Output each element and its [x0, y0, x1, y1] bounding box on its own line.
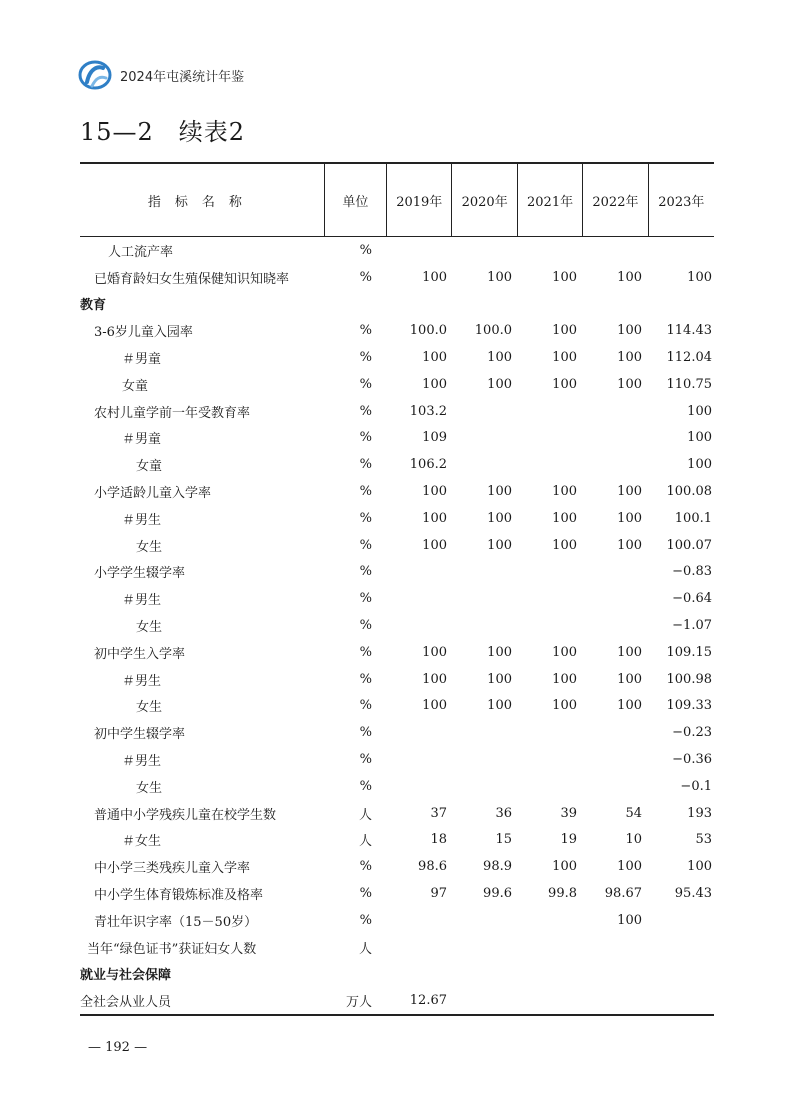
- value-cell: 18: [430, 832, 447, 848]
- header-year: 2022年: [583, 164, 648, 236]
- value-cell: 99.6: [483, 886, 512, 902]
- indicator-name: 初中学生辍学率: [94, 727, 186, 743]
- value-cell: 106.2: [409, 457, 447, 473]
- table-title: 15—2 续表2: [80, 118, 246, 146]
- table-row: [80, 344, 714, 371]
- unit-cell: 人: [358, 834, 372, 850]
- page-header: [78, 58, 244, 92]
- value-cell: 100: [687, 457, 712, 473]
- value-cell: 112.04: [666, 350, 712, 366]
- value-cell: 100: [617, 484, 642, 500]
- indicator-name: 3-6岁儿童入园率: [94, 325, 193, 341]
- value-cell: 98.6: [418, 859, 447, 875]
- value-cell: 98.67: [604, 886, 642, 902]
- indicator-name: 女童: [136, 459, 163, 475]
- table-row: [80, 532, 714, 559]
- section-row: [80, 291, 714, 318]
- value-cell: 10: [625, 832, 642, 848]
- value-cell: 100: [422, 484, 447, 500]
- indicator-name: 教育: [80, 298, 107, 314]
- unit-cell: %: [359, 618, 372, 634]
- value-cell: 100: [617, 859, 642, 875]
- value-cell: 100: [487, 698, 512, 714]
- value-cell: 100: [487, 537, 512, 553]
- value-cell: 100: [487, 671, 512, 687]
- indicator-name: 中小学生体育锻炼标准及格率: [94, 888, 264, 904]
- value-cell: 103.2: [409, 403, 447, 419]
- value-cell: 100: [422, 510, 447, 526]
- value-cell: 97: [430, 886, 447, 902]
- indicator-name: 当年“绿色证书”获证妇女人数: [87, 941, 257, 957]
- value-cell: 12.67: [409, 993, 447, 1009]
- value-cell: 100: [617, 510, 642, 526]
- indicator-name: 小学适龄儿童入学率: [94, 486, 212, 502]
- value-cell: 100.07: [666, 537, 712, 553]
- table-bottom-rule: [80, 1014, 714, 1016]
- table-row: [80, 237, 714, 264]
- value-cell: 100.08: [666, 484, 712, 500]
- value-cell: 100: [552, 671, 577, 687]
- unit-cell: %: [359, 912, 372, 928]
- indicator-name: ＃男童: [122, 432, 162, 448]
- indicator-name: 青壮年识字率（15－50岁）: [94, 914, 258, 930]
- value-cell: 109: [422, 430, 447, 446]
- unit-cell: %: [359, 323, 372, 339]
- value-cell: 100: [687, 269, 712, 285]
- table-row: [80, 934, 714, 961]
- unit-cell: %: [359, 778, 372, 794]
- unit-cell: 万人: [345, 995, 372, 1011]
- indicator-name: 普通中小学残疾儿童在校学生数: [94, 807, 277, 823]
- value-cell: −0.1: [680, 778, 712, 794]
- table-row: [80, 719, 714, 746]
- value-cell: 19: [560, 832, 577, 848]
- unit-cell: %: [359, 644, 372, 660]
- value-cell: 99.8: [548, 886, 577, 902]
- table-row: [80, 264, 714, 291]
- value-cell: 100: [552, 859, 577, 875]
- indicator-name: ＃男生: [122, 512, 162, 528]
- value-cell: 100: [552, 323, 577, 339]
- value-cell: 36: [495, 805, 512, 821]
- value-cell: 100: [552, 350, 577, 366]
- indicator-name: 全社会从业人员: [80, 995, 172, 1011]
- indicator-name: 已婚育龄妇女生殖保健知识知晓率: [94, 271, 290, 287]
- value-cell: 39: [560, 805, 577, 821]
- table-row: [80, 853, 714, 880]
- value-cell: 100: [422, 269, 447, 285]
- table-body: [80, 237, 714, 1014]
- value-cell: 110.75: [666, 376, 712, 392]
- value-cell: 37: [430, 805, 447, 821]
- header-year: 2023年: [658, 194, 705, 210]
- header-year: 2020年: [452, 164, 517, 236]
- unit-cell: %: [359, 510, 372, 526]
- value-cell: 100: [422, 350, 447, 366]
- header-year: 2021年: [518, 164, 583, 236]
- value-cell: 193: [687, 805, 712, 821]
- value-cell: 100: [617, 269, 642, 285]
- indicator-name: 中小学三类残疾儿童入学率: [94, 861, 251, 877]
- unit-cell: 人: [358, 807, 372, 823]
- value-cell: 100: [487, 510, 512, 526]
- unit-cell: %: [359, 752, 372, 768]
- table-row: [80, 398, 714, 425]
- book-title: 2024年屯溪统计年鉴: [120, 69, 245, 85]
- value-cell: 98.9: [483, 859, 512, 875]
- value-cell: 100: [487, 376, 512, 392]
- unit-cell: %: [359, 457, 372, 473]
- value-cell: 100: [552, 269, 577, 285]
- value-cell: 100: [687, 403, 712, 419]
- table-row: [80, 371, 714, 398]
- unit-cell: %: [359, 242, 372, 258]
- table-row: [80, 451, 714, 478]
- indicator-name: ＃男生: [122, 593, 162, 609]
- indicator-name: 小学学生辍学率: [94, 566, 186, 582]
- indicator-name: ＃男童: [122, 352, 162, 368]
- indicator-name: 人工流产率: [108, 244, 174, 260]
- value-cell: 95.43: [674, 886, 712, 902]
- value-cell: 100: [617, 644, 642, 660]
- value-cell: 100: [617, 537, 642, 553]
- indicator-name: 农村儿童学前一年受教育率: [94, 405, 251, 421]
- statistics-table: [80, 162, 714, 1016]
- value-cell: 100: [422, 644, 447, 660]
- value-cell: 100: [552, 537, 577, 553]
- indicator-name: ＃男生: [122, 673, 162, 689]
- table-row: [80, 773, 714, 800]
- indicator-name: 女生: [136, 780, 163, 796]
- table-row: [80, 505, 714, 532]
- value-cell: −0.23: [672, 725, 712, 741]
- unit-cell: %: [359, 725, 372, 741]
- value-cell: 100: [552, 510, 577, 526]
- value-cell: 100: [617, 698, 642, 714]
- value-cell: 109.33: [666, 698, 712, 714]
- value-cell: 100: [487, 484, 512, 500]
- value-cell: 15: [495, 832, 512, 848]
- value-cell: 100.1: [674, 510, 712, 526]
- table-row: [80, 585, 714, 612]
- unit-cell: %: [359, 859, 372, 875]
- table-row: [80, 317, 714, 344]
- value-cell: 100: [552, 376, 577, 392]
- header-indicator-name: 指标名称: [80, 164, 325, 236]
- value-cell: 109.15: [666, 644, 712, 660]
- table-row: [80, 612, 714, 639]
- value-cell: −0.83: [672, 564, 712, 580]
- table-header: [80, 164, 714, 237]
- header-unit: 单位: [325, 164, 387, 236]
- value-cell: 100: [422, 671, 447, 687]
- table-row: [80, 827, 714, 854]
- value-cell: −1.07: [672, 618, 712, 634]
- table-row: [80, 478, 714, 505]
- section-row: [80, 961, 714, 988]
- value-cell: 100.0: [409, 323, 447, 339]
- value-cell: 100: [552, 698, 577, 714]
- value-cell: 53: [695, 832, 712, 848]
- table-row: [80, 746, 714, 773]
- table-row: [80, 907, 714, 934]
- value-cell: 114.43: [666, 323, 712, 339]
- value-cell: 100: [617, 912, 642, 928]
- indicator-name: 就业与社会保障: [80, 968, 172, 984]
- unit-cell: %: [359, 564, 372, 580]
- table-row: [80, 425, 714, 452]
- value-cell: 100.98: [666, 671, 712, 687]
- unit-cell: %: [359, 269, 372, 285]
- value-cell: 100: [617, 376, 642, 392]
- indicator-name: 女生: [136, 620, 163, 636]
- indicator-name: 女生: [136, 700, 163, 716]
- value-cell: 100: [422, 537, 447, 553]
- value-cell: 100: [617, 671, 642, 687]
- value-cell: 100: [552, 484, 577, 500]
- value-cell: 100: [422, 698, 447, 714]
- unit-cell: %: [359, 430, 372, 446]
- unit-cell: %: [359, 350, 372, 366]
- value-cell: 100: [487, 644, 512, 660]
- table-row: [80, 666, 714, 693]
- indicator-name: 女生: [136, 539, 163, 555]
- value-cell: 100: [422, 376, 447, 392]
- unit-cell: %: [359, 403, 372, 419]
- value-cell: 100: [687, 859, 712, 875]
- indicator-name: 初中学生入学率: [94, 646, 186, 662]
- value-cell: 100: [552, 644, 577, 660]
- value-cell: −0.64: [672, 591, 712, 607]
- value-cell: −0.36: [672, 752, 712, 768]
- table-row: [80, 880, 714, 907]
- unit-cell: %: [359, 537, 372, 553]
- unit-cell: %: [359, 698, 372, 714]
- unit-cell: %: [359, 376, 372, 392]
- value-cell: 100: [487, 350, 512, 366]
- indicator-name: 女童: [122, 378, 149, 394]
- page-number: — 192 —: [88, 1040, 148, 1055]
- value-cell: 100: [617, 323, 642, 339]
- table-row: [80, 987, 714, 1014]
- table-row: [80, 693, 714, 720]
- unit-cell: %: [359, 671, 372, 687]
- indicator-name: ＃男生: [122, 754, 162, 770]
- yearbook-logo-icon: [78, 58, 112, 92]
- unit-cell: %: [359, 591, 372, 607]
- header-year: 2019年: [387, 164, 452, 236]
- value-cell: 100.0: [474, 323, 512, 339]
- value-cell: 100: [487, 269, 512, 285]
- table-row: [80, 559, 714, 586]
- table-row: [80, 800, 714, 827]
- unit-cell: %: [359, 484, 372, 500]
- indicator-name: ＃女生: [122, 834, 162, 850]
- value-cell: 100: [687, 430, 712, 446]
- value-cell: 100: [617, 350, 642, 366]
- unit-cell: 人: [358, 941, 372, 957]
- value-cell: 54: [625, 805, 642, 821]
- unit-cell: %: [359, 886, 372, 902]
- table-row: [80, 639, 714, 666]
